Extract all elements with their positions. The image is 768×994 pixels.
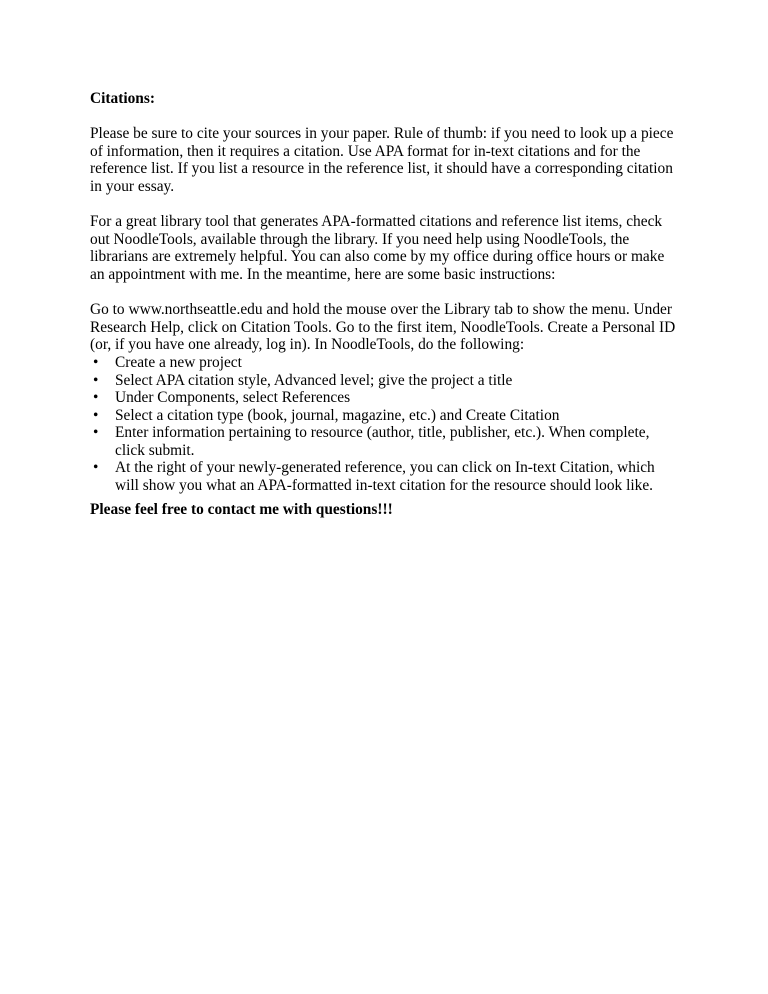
list-item-text: At the right of your newly-generated reference, you can click on In-text Citation, which will show you what an APA-formatted in-text citation for the resource should look like.	[115, 459, 655, 495]
bullet-icon: •	[93, 371, 99, 389]
list-item-text: Select a citation type (book, journal, magazine, etc.) and Create Citation	[115, 406, 560, 424]
document-page	[90, 90, 680, 518]
bullet-icon: •	[93, 389, 99, 407]
paragraph-citation-rules: Please be sure to cite your sources in your paper. Rule of thumb: if you need to look up a piece of information, then it requires a citation. Use APA format for in-text citations and for the reference list. If you list a resource in the reference list, it should have a corresponding citation in your essay.	[90, 125, 674, 195]
list-item	[90, 389, 680, 407]
bullet-icon: •	[93, 353, 99, 371]
list-item	[90, 459, 680, 494]
closing-note: Please feel free to contact me with questions!!!	[90, 500, 393, 518]
list-item-text: Enter information pertaining to resource (author, title, publisher, etc.). When complete, click submit.	[115, 424, 650, 459]
list-item-text: Under Components, select References	[115, 389, 351, 407]
bullet-icon: •	[93, 424, 99, 442]
list-item	[90, 424, 680, 459]
paragraph-noodletools-intro: For a great library tool that generates APA-formatted citations and reference list items, check out NoodleTools, available through the library. If you need help using NoodleTools, the librarians are extremely helpful. You can also come by my office during office hours or make an appointment with me. In the meantime, here are some basic instructions:	[90, 213, 665, 283]
list-item	[90, 354, 680, 372]
bullet-icon: •	[93, 459, 99, 477]
instruction-list	[90, 354, 680, 495]
paragraph-instructions: Go to www.northseattle.edu and hold the mouse over the Library tab to show the menu. Under Research Help, click on Citation Tools. Go to the first item, NoodleTools. Create a Personal ID (or, if you have one already, log in). In NoodleTools, do the following:	[90, 301, 676, 354]
spacer	[90, 108, 680, 126]
list-item	[90, 407, 680, 425]
list-item-text: Select APA citation style, Advanced level; give the project a title	[115, 371, 513, 389]
list-item	[90, 372, 680, 390]
bullet-icon: •	[93, 406, 99, 424]
spacer	[90, 284, 680, 302]
list-item-text: Create a new project	[115, 353, 242, 371]
spacer	[90, 196, 680, 214]
section-heading: Citations:	[90, 90, 155, 107]
